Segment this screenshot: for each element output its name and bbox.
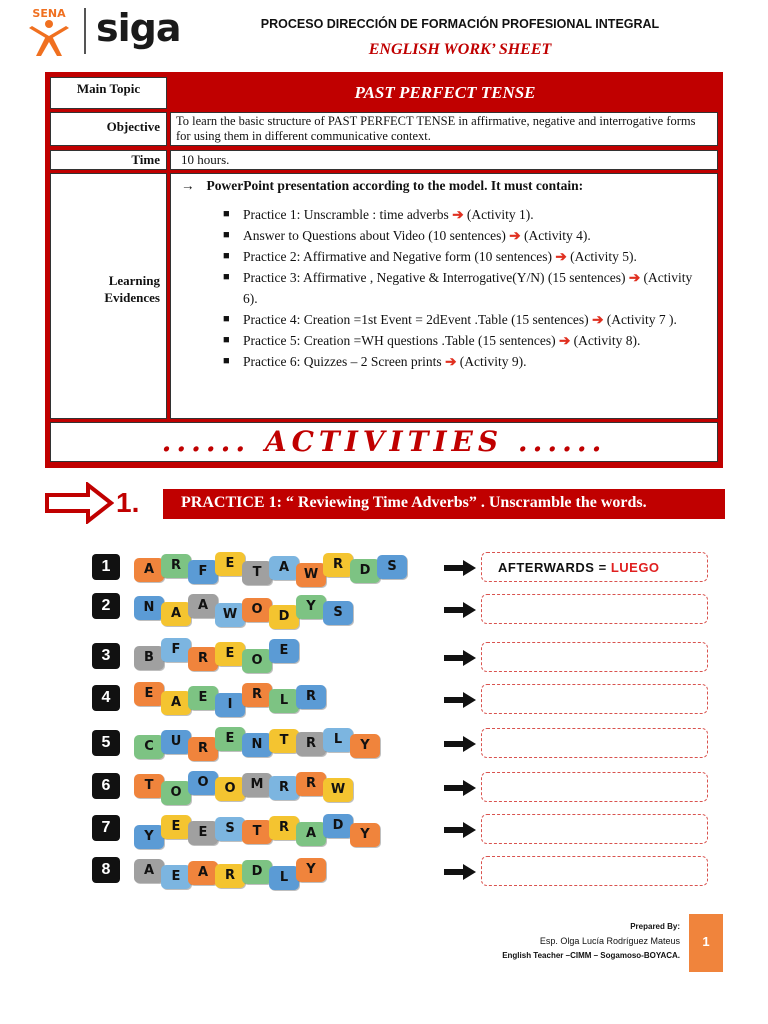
evidence-item xyxy=(219,330,707,351)
red-arrow-icon: ➔ xyxy=(445,354,457,369)
activities-title: ...... ACTIVITIES ...... xyxy=(161,425,607,458)
letter-tile: R xyxy=(296,772,326,796)
letter-tile: E xyxy=(215,552,245,576)
letter-tile: R xyxy=(296,685,326,709)
info-table xyxy=(45,72,723,468)
answer-translation: LUEGO xyxy=(610,560,660,575)
letter-tile: A xyxy=(161,602,191,626)
evidence-item xyxy=(219,225,707,246)
letter-tile: R xyxy=(188,737,218,761)
author-name: Esp. Olga Lucía Rodríguez Mateus xyxy=(539,936,680,946)
arrow-right-icon xyxy=(443,559,477,577)
letter-tile: E xyxy=(161,865,191,889)
letter-tile: B xyxy=(134,646,164,670)
evidences-heading-text: PowerPoint presentation according to the model. It must contain: xyxy=(206,178,584,193)
letter-tile: D xyxy=(350,559,380,583)
letter-tile: R xyxy=(188,647,218,671)
letter-tile: E xyxy=(269,639,299,663)
row-number: 4 xyxy=(92,685,120,711)
letter-tile: S xyxy=(215,817,245,841)
letter-tile: Y xyxy=(350,734,380,758)
siga-logo: siga xyxy=(96,6,181,50)
letter-tile: A xyxy=(296,822,326,846)
arrow-right-icon xyxy=(443,779,477,797)
row-number: 1 xyxy=(92,554,120,580)
arrow-right-icon: → xyxy=(181,178,195,193)
letter-tile: F xyxy=(161,638,191,662)
answer-word: AFTERWARDS xyxy=(498,560,595,575)
letter-tile: R xyxy=(215,864,245,888)
svg-text:SENA: SENA xyxy=(32,7,66,20)
row-number: 2 xyxy=(92,593,120,619)
evidences-label xyxy=(50,173,167,419)
letter-tile: W xyxy=(323,778,353,802)
bullet-icon: ■ xyxy=(223,271,230,283)
letter-tile: N xyxy=(242,733,272,757)
evidence-item xyxy=(219,246,707,267)
worksheet-title: ENGLISH WORK’ SHEET xyxy=(368,41,552,58)
practice-number: 1. xyxy=(116,487,140,518)
letter-tile: T xyxy=(242,820,272,844)
arrow-right-icon xyxy=(443,649,477,667)
letter-tile: S xyxy=(323,601,353,625)
letter-tile: E xyxy=(215,642,245,666)
arrow-right-icon xyxy=(443,735,477,753)
practice-title: PRACTICE 1: “ Reviewing Time Adverbs” . Unscramble the words. xyxy=(163,489,725,519)
letter-tile: M xyxy=(242,773,272,797)
letter-tile: W xyxy=(296,563,326,587)
row-number: 3 xyxy=(92,643,120,669)
letter-tile: Y xyxy=(134,825,164,849)
letter-tile: D xyxy=(323,814,353,838)
letter-tile: O xyxy=(242,598,272,622)
evidences-label-line1: Learning xyxy=(108,273,160,288)
letter-tile: A xyxy=(269,556,299,580)
evidence-text: Practice 1: Unscramble : time adverbs ➔ (Activity 1). xyxy=(243,207,534,222)
letter-tile: A xyxy=(188,861,218,885)
red-arrow-icon: ➔ xyxy=(628,270,641,285)
answer-field[interactable] xyxy=(481,814,708,844)
letter-tile: R xyxy=(323,553,353,577)
letter-tile: R xyxy=(242,683,272,707)
page-number: 1 xyxy=(689,914,723,972)
row-number: 8 xyxy=(92,857,120,883)
red-arrow-icon: ➔ xyxy=(452,207,464,222)
letter-tile: W xyxy=(215,603,245,627)
evidence-text: Practice 2: Affirmative and Negative form (10 sentences) ➔ (Activity 5). xyxy=(243,249,637,264)
evidence-text: Practice 6: Quizzes – 2 Screen prints ➔ (Activity 9). xyxy=(243,354,527,369)
letter-tile: E xyxy=(215,727,245,751)
red-arrow-icon: ➔ xyxy=(555,249,567,264)
row-number: 6 xyxy=(92,773,120,799)
red-arrow-icon: ➔ xyxy=(592,312,604,327)
letter-tile: S xyxy=(377,555,407,579)
evidence-item xyxy=(219,351,707,372)
evidence-item xyxy=(219,309,707,330)
answer-field[interactable] xyxy=(481,728,708,758)
arrow-right-icon xyxy=(44,482,114,524)
letter-tile: O xyxy=(215,777,245,801)
process-title: PROCESO DIRECCIÓN DE FORMACIÓN PROFESIONAL INTEGRAL xyxy=(260,17,660,31)
letter-tile: T xyxy=(134,774,164,798)
answer-field[interactable] xyxy=(481,594,708,624)
row-number: 5 xyxy=(92,730,120,756)
answer-field[interactable] xyxy=(481,684,708,714)
letter-tile: D xyxy=(269,605,299,629)
letter-tile: R xyxy=(269,816,299,840)
letter-tile: E xyxy=(161,815,191,839)
letter-tile: T xyxy=(242,561,272,585)
letter-tile: E xyxy=(188,686,218,710)
answer-field[interactable] xyxy=(481,552,708,582)
evidence-text: Answer to Questions about Video (10 sentences) ➔ (Activity 4). xyxy=(243,228,591,243)
letter-tile: E xyxy=(188,821,218,845)
bullet-icon: ■ xyxy=(223,313,230,325)
letter-tile: Y xyxy=(296,858,326,882)
evidence-item xyxy=(219,267,707,309)
arrow-right-icon xyxy=(443,821,477,839)
letter-tile: A xyxy=(134,859,164,883)
letter-tile: U xyxy=(161,730,191,754)
answer-field[interactable] xyxy=(481,642,708,672)
main-topic-value: PAST PERFECT TENSE xyxy=(170,75,720,111)
row-number: 7 xyxy=(92,815,120,841)
letter-tile: Y xyxy=(350,823,380,847)
letter-tile: D xyxy=(242,860,272,884)
logo-separator xyxy=(84,8,86,54)
letter-tile: N xyxy=(134,596,164,620)
evidence-item xyxy=(219,204,707,225)
letter-tile: R xyxy=(269,776,299,800)
letter-tile: C xyxy=(134,735,164,759)
letter-tile: F xyxy=(188,560,218,584)
letter-tile: T xyxy=(269,729,299,753)
letter-tile: I xyxy=(215,693,245,717)
letter-tile: Y xyxy=(296,595,326,619)
answer-equals: = xyxy=(594,560,611,575)
letter-tile: R xyxy=(296,732,326,756)
letter-tile: E xyxy=(134,682,164,706)
bullet-icon: ■ xyxy=(223,208,230,220)
time-label: Time xyxy=(50,150,167,170)
evidences-label-line2: Evidences xyxy=(104,290,160,305)
objective-value: To learn the basic structure of PAST PERFECT TENSE in affirmative, negative and interrogative forms for using them in different communicative context. xyxy=(170,112,718,146)
evidences-list xyxy=(181,204,707,372)
activities-banner xyxy=(50,422,718,462)
red-arrow-icon: ➔ xyxy=(558,333,571,348)
letter-tile: L xyxy=(269,866,299,890)
arrow-right-icon xyxy=(443,863,477,881)
bullet-icon: ■ xyxy=(223,250,230,262)
letter-tile: R xyxy=(161,554,191,578)
letter-tile: L xyxy=(269,689,299,713)
letter-tile: O xyxy=(242,649,272,673)
arrow-right-icon xyxy=(443,691,477,709)
author-role: English Teacher –CIMM – Sogamoso-BOYACA. xyxy=(502,951,680,960)
evidence-text: Practice 5: Creation =WH questions .Table (15 sentences) ➔ (Activity 8). xyxy=(243,333,641,348)
time-value: 10 hours. xyxy=(170,150,718,170)
arrow-right-icon xyxy=(443,601,477,619)
prepared-by-label: Prepared By: xyxy=(630,922,680,931)
letter-tile: A xyxy=(161,691,191,715)
letter-tile: L xyxy=(323,728,353,752)
evidence-text: Practice 4: Creation =1st Event = 2dEvent .Table (15 sentences) ➔ (Activity 7 ). xyxy=(243,312,677,327)
letter-tile: A xyxy=(188,594,218,618)
answer-field[interactable] xyxy=(481,856,708,886)
main-topic-label: Main Topic xyxy=(50,77,167,109)
evidences-heading xyxy=(181,178,707,194)
bullet-icon: ■ xyxy=(223,229,230,241)
objective-label: Objective xyxy=(50,112,167,146)
letter-tile: O xyxy=(161,781,191,805)
evidence-text: Practice 3: Affirmative , Negative & Interrogative(Y/N) (15 sentences) ➔ (Activity 6). xyxy=(243,270,693,306)
sena-logo xyxy=(24,6,74,58)
evidences-content xyxy=(170,173,718,419)
bullet-icon: ■ xyxy=(223,355,230,367)
red-arrow-icon: ➔ xyxy=(509,228,521,243)
answer-field[interactable] xyxy=(481,772,708,802)
letter-tile: A xyxy=(134,558,164,582)
bullet-icon: ■ xyxy=(223,334,230,346)
letter-tile: O xyxy=(188,771,218,795)
